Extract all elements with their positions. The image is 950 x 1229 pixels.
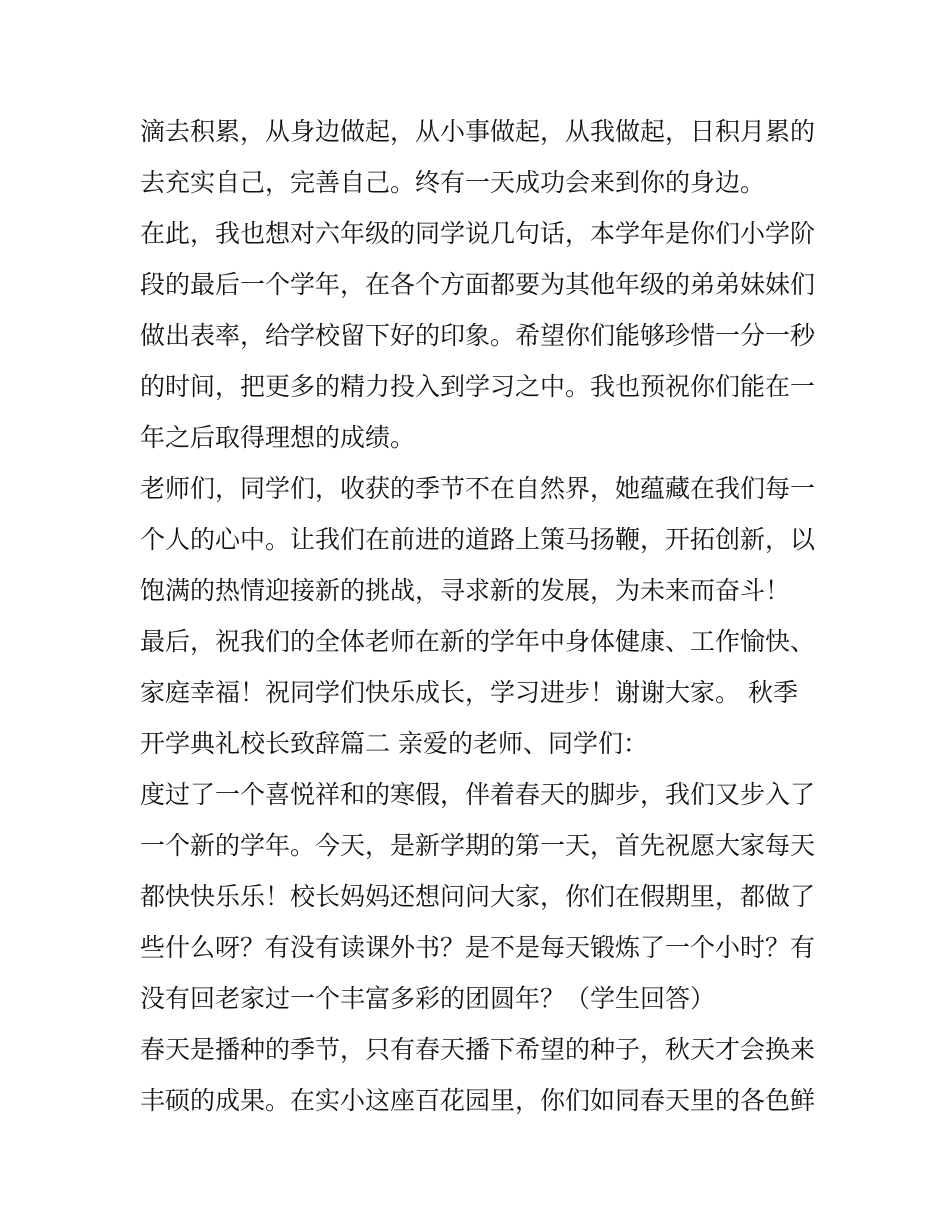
text-line-19: 春天是播种的季节，只有春天播下希望的种子，秋天才会换来 — [140, 1035, 816, 1064]
text-line-7: 年之后取得理想的成绩。 — [140, 423, 416, 452]
text-line-1: 滴去积累，从身边做起，从小事做起，从我做起，日积月累的 — [140, 117, 816, 146]
text-line-17: 些什么呀？有没有读课外书？是不是每天锻炼了一个小时？有 — [140, 933, 816, 962]
text-line-6: 的时间，把更多的精力投入到学习之中。我也预祝你们能在一 — [140, 372, 816, 401]
text-line-2: 去充实自己，完善自己。终有一天成功会来到你的身边。 — [140, 168, 766, 197]
text-line-5: 做出表率，给学校留下好的印象。希望你们能够珍惜一分一秒 — [140, 321, 816, 350]
text-line-3: 在此，我也想对六年级的同学说几句话，本学年是你们小学阶 — [140, 219, 816, 248]
text-line-9: 个人的心中。让我们在前进的道路上策马扬鞭，开拓创新，以 — [140, 525, 816, 554]
text-line-20: 丰硕的成果。在实小这座百花园里，你们如同春天里的各色鲜 — [140, 1086, 816, 1115]
text-line-10: 饱满的热情迎接新的挑战，寻求新的发展，为未来而奋斗！ — [140, 576, 791, 605]
text-line-18: 没有回老家过一个丰富多彩的团圆年？（学生回答） — [140, 984, 716, 1013]
text-line-16: 都快快乐乐！校长妈妈还想问问大家，你们在假期里，都做了 — [140, 882, 816, 911]
text-line-14: 度过了一个喜悦祥和的寒假，伴着春天的脚步，我们又步入了 — [140, 780, 816, 809]
text-line-8: 老师们，同学们，收获的季节不在自然界，她蕴藏在我们每一 — [140, 474, 816, 503]
text-line-12: 家庭幸福！祝同学们快乐成长，学习进步！谢谢大家。 秋季 — [140, 678, 798, 707]
text-line-11: 最后，祝我们的全体老师在新的学年中身体健康、工作愉快、 — [140, 627, 816, 656]
text-line-13: 开学典礼校长致辞篇二 亲爱的老师、同学们： — [140, 729, 648, 758]
body-text — [140, 106, 820, 1126]
text-line-4: 段的最后一个学年，在各个方面都要为其他年级的弟弟妹妹们 — [140, 270, 816, 299]
text-line-15: 一个新的学年。今天，是新学期的第一天，首先祝愿大家每天 — [140, 831, 816, 860]
